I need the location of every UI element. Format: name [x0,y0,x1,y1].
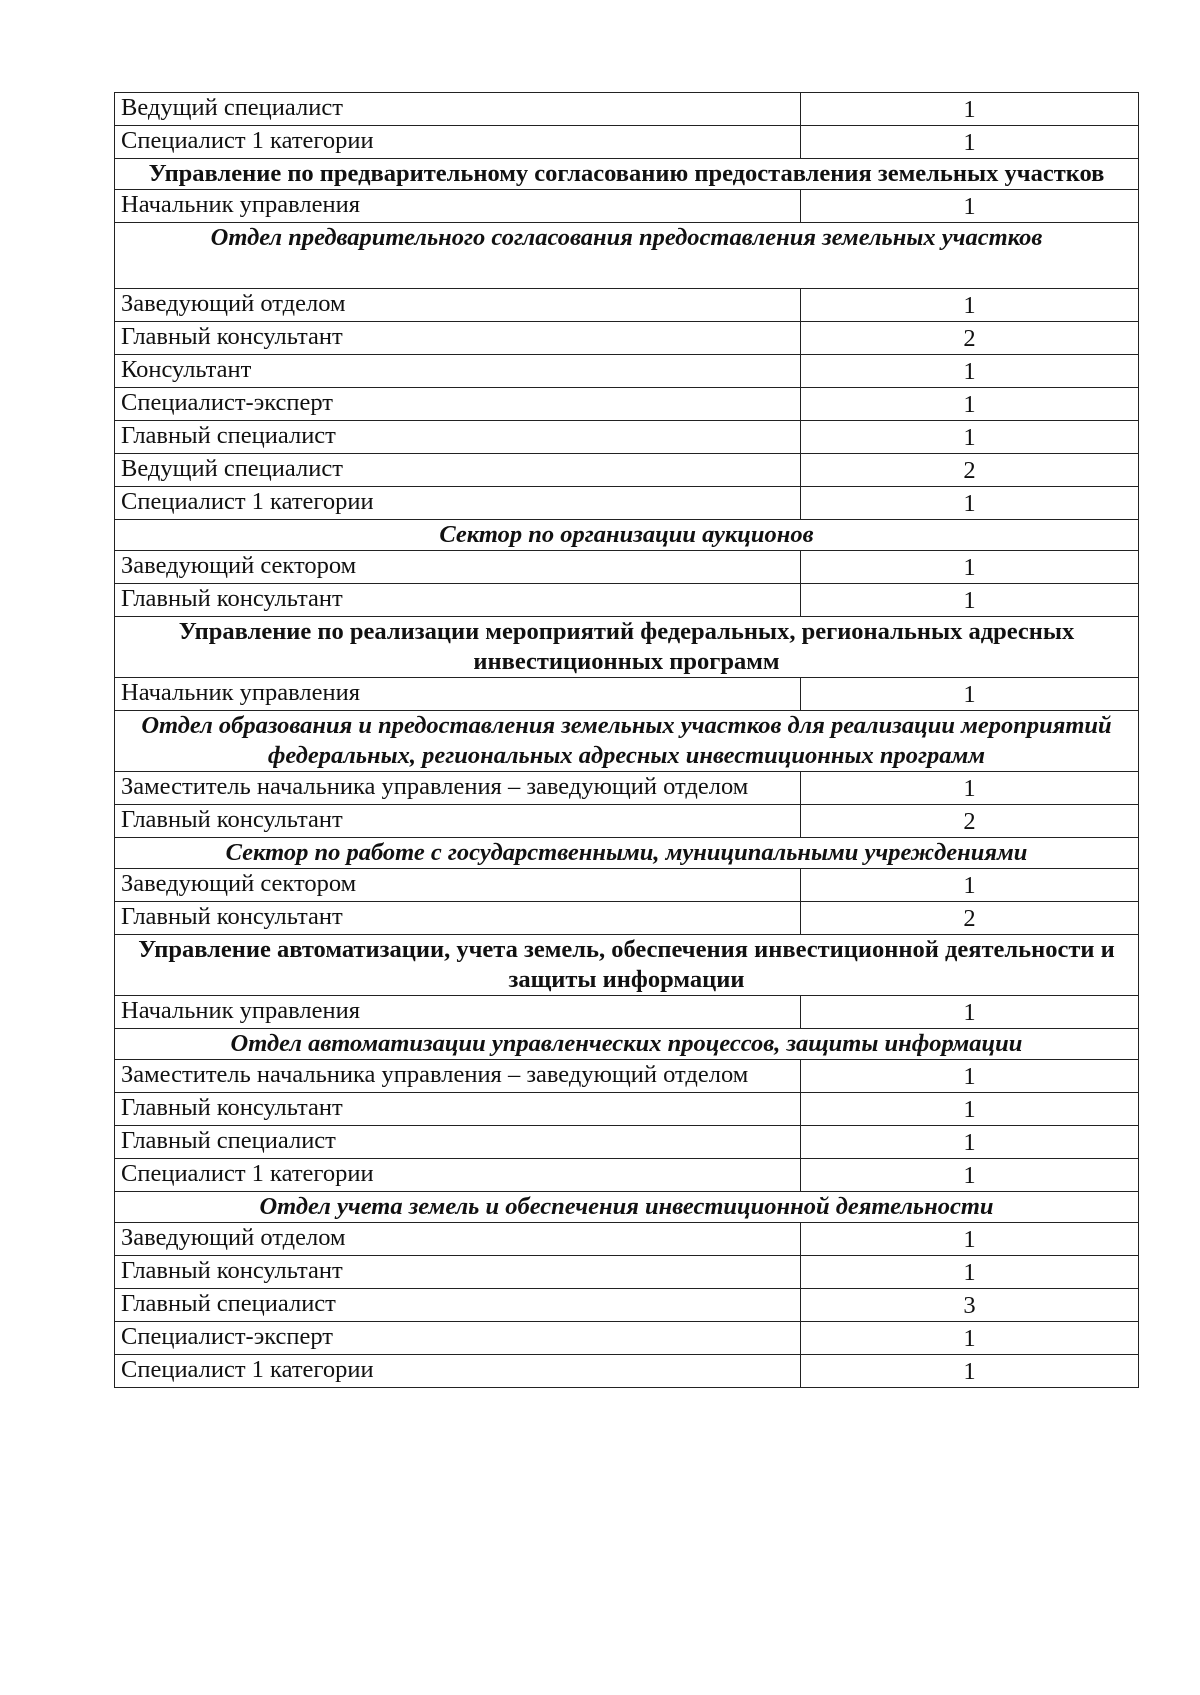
position-name: Главный консультант [115,584,801,617]
position-name: Заведующий сектором [115,869,801,902]
position-name: Главный консультант [115,1256,801,1289]
position-count: 1 [801,1126,1139,1159]
position-name: Главный консультант [115,805,801,838]
division-header-row [115,711,1139,772]
position-count: 1 [801,289,1139,322]
position-count: 1 [801,996,1139,1029]
position-name: Главный консультант [115,322,801,355]
table-row [115,388,1139,421]
position-count: 1 [801,1159,1139,1192]
department-header-row [115,935,1139,996]
position-count: 1 [801,388,1139,421]
sector-title: Сектор по организации аукционов [115,520,1139,551]
position-count: 3 [801,1289,1139,1322]
department-title: Управление автоматизации, учета земель, обеспечения инвестиционной деятельности и защиты информации [115,935,1139,996]
position-count: 1 [801,1060,1139,1093]
position-count: 1 [801,869,1139,902]
position-name: Начальник управления [115,678,801,711]
position-count: 1 [801,487,1139,520]
position-name: Заместитель начальника управления – заведующий отделом [115,772,801,805]
table-row [115,996,1139,1029]
department-header-row [115,159,1139,190]
position-name: Главный консультант [115,902,801,935]
table-row [115,1093,1139,1126]
division-header-row [115,1029,1139,1060]
staff-table-body [115,93,1139,1388]
table-row [115,289,1139,322]
table-row [115,1289,1139,1322]
table-row [115,487,1139,520]
table-row [115,126,1139,159]
table-row [115,93,1139,126]
table-row [115,1223,1139,1256]
position-name: Главный специалист [115,1289,801,1322]
position-name: Специалист 1 категории [115,1355,801,1388]
table-row [115,678,1139,711]
table-row [115,421,1139,454]
position-name: Специалист-эксперт [115,1322,801,1355]
position-count: 1 [801,1256,1139,1289]
table-row [115,454,1139,487]
position-count: 1 [801,1322,1139,1355]
table-row [115,1256,1139,1289]
position-name: Ведущий специалист [115,454,801,487]
staff-table [114,92,1139,1388]
table-row [115,1159,1139,1192]
position-count: 1 [801,551,1139,584]
division-title: Отдел предварительного согласования предоставления земельных участков [115,223,1139,289]
position-name: Специалист-эксперт [115,388,801,421]
position-name: Главный специалист [115,1126,801,1159]
division-title: Отдел образования и предоставления земельных участков для реализации мероприятий федеральных, региональных адресных инвестиционных программ [115,711,1139,772]
table-row [115,190,1139,223]
position-count: 1 [801,584,1139,617]
sector-title: Сектор по работе с государственными, муниципальными учреждениями [115,838,1139,869]
table-row [115,1322,1139,1355]
position-count: 2 [801,454,1139,487]
position-count: 1 [801,355,1139,388]
table-row [115,584,1139,617]
department-header-row [115,617,1139,678]
sector-header-row [115,838,1139,869]
position-name: Начальник управления [115,996,801,1029]
table-row [115,805,1139,838]
position-name: Начальник управления [115,190,801,223]
department-title: Управление по предварительному согласованию предоставления земельных участков [115,159,1139,190]
position-count: 1 [801,93,1139,126]
position-count: 1 [801,678,1139,711]
position-count: 1 [801,772,1139,805]
position-name: Главный консультант [115,1093,801,1126]
division-title: Отдел учета земель и обеспечения инвестиционной деятельности [115,1192,1139,1223]
position-count: 2 [801,322,1139,355]
position-count: 1 [801,126,1139,159]
position-count: 1 [801,1093,1139,1126]
table-row [115,772,1139,805]
position-count: 1 [801,1355,1139,1388]
table-row [115,322,1139,355]
position-name: Заведующий отделом [115,289,801,322]
table-row [115,1060,1139,1093]
table-row [115,551,1139,584]
table-row [115,1126,1139,1159]
position-name: Консультант [115,355,801,388]
sector-header-row [115,520,1139,551]
table-row [115,1355,1139,1388]
table-row [115,869,1139,902]
position-name: Главный специалист [115,421,801,454]
position-count: 1 [801,421,1139,454]
position-count: 1 [801,190,1139,223]
position-count: 1 [801,1223,1139,1256]
position-count: 2 [801,902,1139,935]
table-row [115,355,1139,388]
position-name: Заведующий отделом [115,1223,801,1256]
position-name: Заведующий сектором [115,551,801,584]
position-name: Специалист 1 категории [115,487,801,520]
position-name: Специалист 1 категории [115,126,801,159]
position-name: Ведущий специалист [115,93,801,126]
position-count: 2 [801,805,1139,838]
position-name: Заместитель начальника управления – заведующий отделом [115,1060,801,1093]
division-title: Отдел автоматизации управленческих процессов, защиты информации [115,1029,1139,1060]
department-title: Управление по реализации мероприятий федеральных, региональных адресных инвестиционных программ [115,617,1139,678]
table-row [115,902,1139,935]
position-name: Специалист 1 категории [115,1159,801,1192]
division-header-row [115,223,1139,289]
division-header-row [115,1192,1139,1223]
